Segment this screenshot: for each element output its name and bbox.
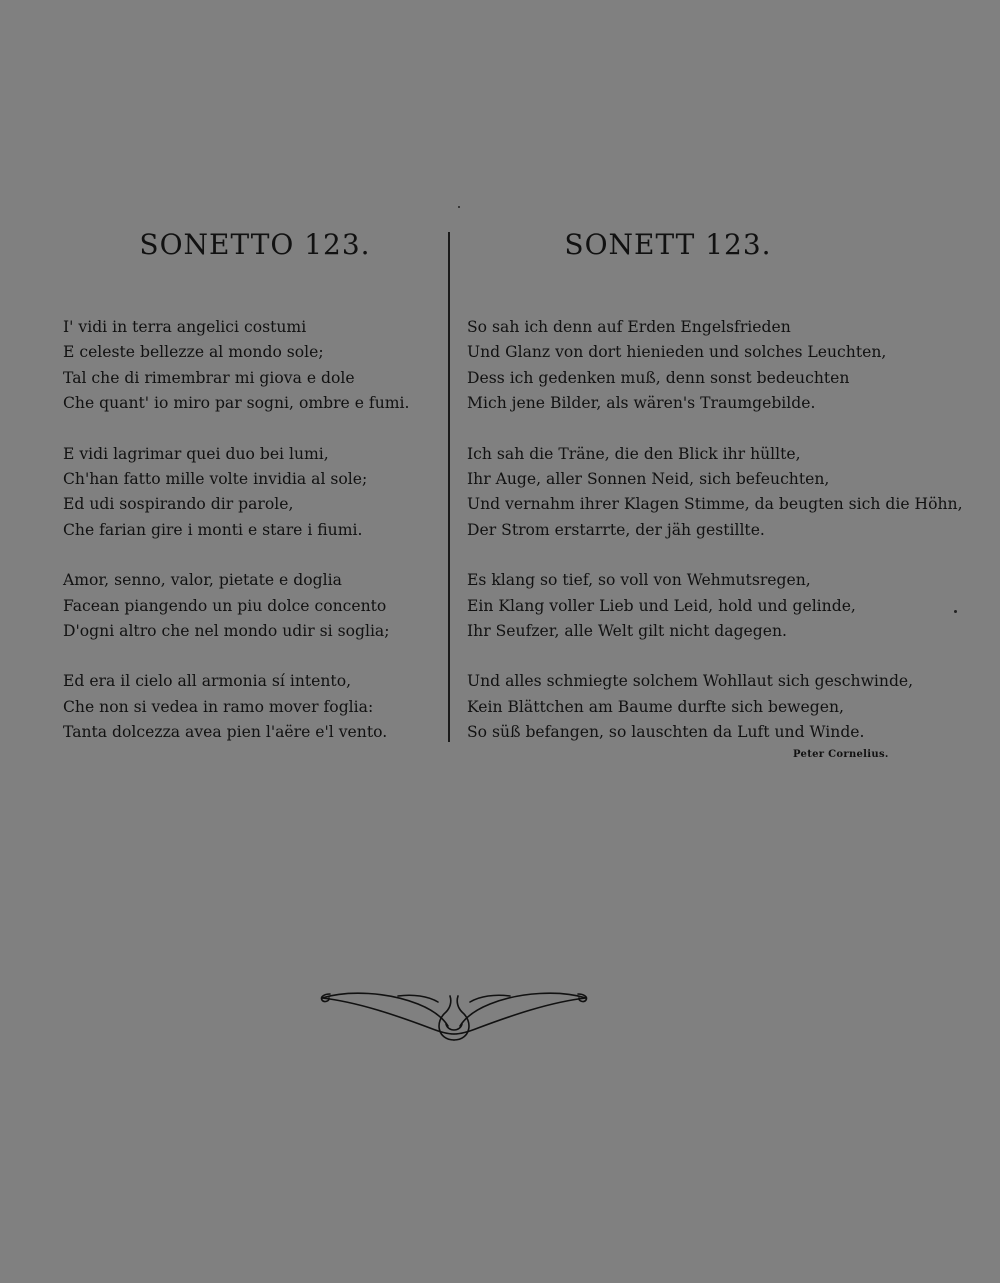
poem-line: Amor, senno, valor, pietate e doglia xyxy=(63,571,342,590)
poem-line: Ein Klang voller Lieb und Leid, hold und gelinde, xyxy=(467,596,856,615)
german-sonnet xyxy=(467,315,963,771)
italian-sonnet xyxy=(63,315,409,771)
italian-stanza-4 xyxy=(63,669,409,745)
poem-line: Tanta dolcezza avea pien l'aëre e'l vento. xyxy=(63,723,388,742)
poem-line: Ed udi sospirando dir parole, xyxy=(63,495,294,514)
poem-line: Und vernahm ihrer Klagen Stimme, da beugten sich die Höhn, xyxy=(467,495,963,514)
italian-stanza-2 xyxy=(63,442,409,544)
german-stanza-2 xyxy=(467,442,963,544)
poem-line: Che non si vedea in ramo mover foglia: xyxy=(63,697,374,716)
poem-line: Und alles schmiegte solchem Wohllaut sich geschwinde, xyxy=(467,672,914,691)
german-title: SONETT 123. xyxy=(564,228,772,261)
poem-line: E vidi lagrimar quei duo bei lumi, xyxy=(63,444,329,463)
poem-line: Ihr Auge, aller Sonnen Neid, sich befeuchten, xyxy=(467,470,830,489)
german-stanza-3 xyxy=(467,568,963,644)
poem-line: Che farian gire i monti e stare i fiumi. xyxy=(63,520,363,539)
art-nouveau-ornament-icon xyxy=(318,988,590,1044)
poem-line: So sah ich denn auf Erden Engelsfrieden xyxy=(467,318,791,336)
poem-line: E celeste bellezze al mondo sole; xyxy=(63,343,324,362)
poem-line: D'ogni altro che nel mondo udir si soglia; xyxy=(63,622,390,641)
poem-line: Ed era il cielo all armonia sí intento, xyxy=(63,672,352,691)
german-stanza-1 xyxy=(467,315,963,417)
poem-line: Ch'han fatto mille volte invidia al sole; xyxy=(63,470,368,489)
italian-stanza-3 xyxy=(63,568,409,644)
column-divider xyxy=(448,232,450,742)
poem-line: Mich jene Bilder, als wären's Traumgebilde. xyxy=(467,394,816,413)
italian-stanza-1 xyxy=(63,315,409,417)
poem-line: Che quant' io miro par sogni, ombre e fumi. xyxy=(63,394,410,413)
poem-line: Der Strom erstarrte, der jäh gestillte. xyxy=(467,520,765,539)
german-stanza-4 xyxy=(467,669,963,745)
print-speck xyxy=(458,206,460,208)
poem-line: Facean piangendo un piu dolce concento xyxy=(63,596,387,615)
poem-line: Dess ich gedenken muß, denn sonst bedeuchten xyxy=(467,368,850,387)
print-speck xyxy=(954,610,957,613)
poem-line: Es klang so tief, so voll von Wehmutsregen, xyxy=(467,571,811,590)
poem-line: I' vidi in terra angelici costumi xyxy=(63,318,307,336)
poem-line: Ich sah die Träne, die den Blick ihr hüllte, xyxy=(467,444,801,463)
poem-line: Ihr Seufzer, alle Welt gilt nicht dagegen. xyxy=(467,622,787,641)
poem-line: Tal che di rimembrar mi giova e dole xyxy=(63,368,355,387)
translator-credit: Peter Cornelius. xyxy=(793,749,889,760)
poem-line: Kein Blättchen am Baume durfte sich bewegen, xyxy=(467,697,844,716)
italian-title: SONETTO 123. xyxy=(139,228,371,261)
poem-line: Und Glanz von dort hienieden und solches Leuchten, xyxy=(467,343,887,362)
poem-line: So süß befangen, so lauschten da Luft und Winde. xyxy=(467,723,865,742)
